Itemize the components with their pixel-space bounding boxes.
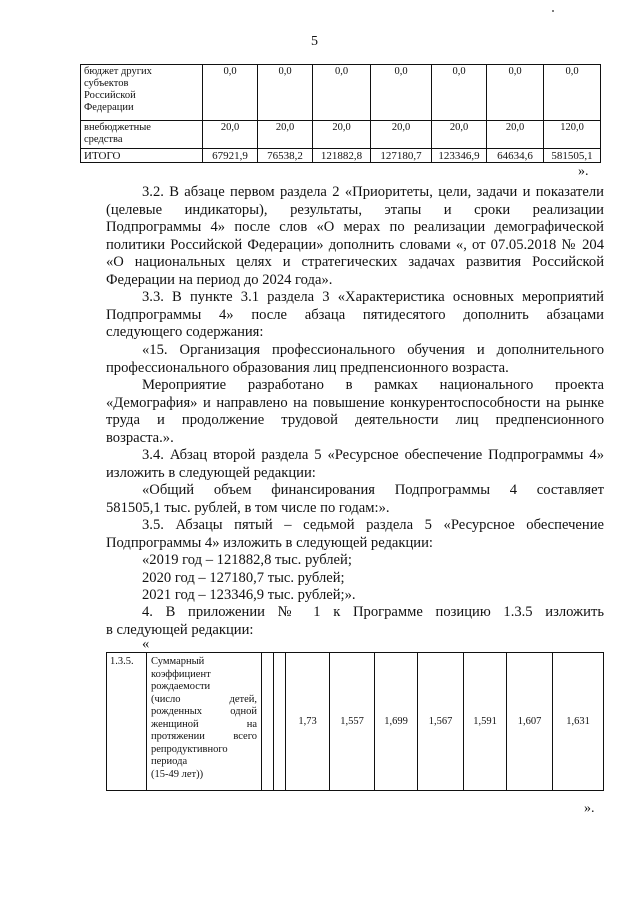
closing-quote-2: ». <box>584 801 595 816</box>
table-cell: 0,0 <box>432 65 487 121</box>
table-cell: 20,0 <box>432 121 487 149</box>
page-number: 5 <box>311 34 318 49</box>
row-label: внебюджетные средства <box>81 121 203 149</box>
table-cell: 67921,9 <box>203 149 258 163</box>
table-cell: 64634,6 <box>487 149 544 163</box>
table-row <box>107 653 604 791</box>
table-row-total <box>81 149 601 163</box>
row-label: бюджет других субъектов Российской Федерации <box>81 65 203 121</box>
row-label: ИТОГО <box>81 149 203 163</box>
table-cell: 1,699 <box>375 653 418 791</box>
table-cell: 0,0 <box>371 65 432 121</box>
table-cell: 1,591 <box>464 653 507 791</box>
table-cell: 20,0 <box>258 121 313 149</box>
table-cell: 123346,9 <box>432 149 487 163</box>
paragraph-3-5: 3.5. Абзацы пятый – седьмой раздела 5 «Ресурсное обеспечение Подпрограммы 4» изложить в следующей редакции: <box>106 517 604 551</box>
indicator-table <box>106 652 604 791</box>
paragraph-3-2: 3.2. В абзаце первом раздела 2 «Приоритеты, цели, задачи и показатели (целевые индикаторы), результаты, этапы и сроки реализации Подпрограммы 4» после слов «О мерах по реализации демографической политики Российской Федерации» дополнить словами «, от 07.05.2018 № 204 «О национальных целях и стратегических задачах развития Российской Федерации на период до 2024 года». <box>106 184 604 288</box>
table-cell: 1,607 <box>507 653 553 791</box>
table-cell: 121882,8 <box>313 149 371 163</box>
table-cell-empty <box>262 653 274 791</box>
table-cell: 0,0 <box>313 65 371 121</box>
paragraph-year-2020: 2020 год – 127180,7 тыс. рублей; <box>142 570 345 586</box>
table-cell: 20,0 <box>203 121 258 149</box>
table-cell: 120,0 <box>544 121 601 149</box>
scan-speck <box>552 10 554 12</box>
paragraph-4: 4. В приложении № 1 к Программе позицию 1.3.5 изложить в следующей редакции: <box>106 604 604 638</box>
paragraph-year-2021: 2021 год – 123346,9 тыс. рублей;». <box>142 587 356 603</box>
table-cell: 0,0 <box>203 65 258 121</box>
table-cell: 1,631 <box>553 653 604 791</box>
table-cell: 127180,7 <box>371 149 432 163</box>
table-cell: 581505,1 <box>544 149 601 163</box>
paragraph-open-quote: « <box>142 636 150 652</box>
table-cell: 0,0 <box>487 65 544 121</box>
table-cell: 1,557 <box>330 653 375 791</box>
table-cell: 1,73 <box>286 653 330 791</box>
table-cell: 20,0 <box>313 121 371 149</box>
paragraph-item-15: «15. Организация профессионального обучения и дополнительного профессионального образования лиц предпенсионного возраста. <box>106 342 604 376</box>
indicator-code: 1.3.5. <box>107 653 147 791</box>
paragraph-3-4: 3.4. Абзац второй раздела 5 «Ресурсное обеспечение Подпрограммы 4» изложить в следующей редакции: <box>106 447 604 481</box>
table-cell: 76538,2 <box>258 149 313 163</box>
table-cell: 20,0 <box>371 121 432 149</box>
paragraph-total-financing: «Общий объем финансирования Подпрограммы 4 составляет 581505,1 тыс. рублей, в том числе по годам:». <box>106 482 604 516</box>
table-row <box>81 65 601 121</box>
table-cell-empty <box>274 653 286 791</box>
indicator-description: Суммарный коэффициент рождаемости (число детей, рожденных одной женщиной на протяжении всего репродуктивного периода (15-49 лет)) <box>147 653 262 791</box>
table-cell: 20,0 <box>487 121 544 149</box>
paragraph-year-2019: «2019 год – 121882,8 тыс. рублей; <box>142 552 352 568</box>
closing-quote: ». <box>578 164 589 179</box>
table-cell: 1,567 <box>418 653 464 791</box>
table-row <box>81 121 601 149</box>
financing-table <box>80 64 601 163</box>
paragraph-3-3: 3.3. В пункте 3.1 раздела 3 «Характеристика основных мероприятий Подпрограммы 4» после абзаца пятидесятого дополнить абзацами следующего содержания: <box>106 289 604 341</box>
table-cell: 0,0 <box>544 65 601 121</box>
paragraph-event: Мероприятие разработано в рамках национального проекта «Демография» и направлено на повышение конкурентоспособности на рынке труда и продолжение трудовой деятельности лиц предпенсионного возраста.». <box>106 377 604 446</box>
table-cell: 0,0 <box>258 65 313 121</box>
